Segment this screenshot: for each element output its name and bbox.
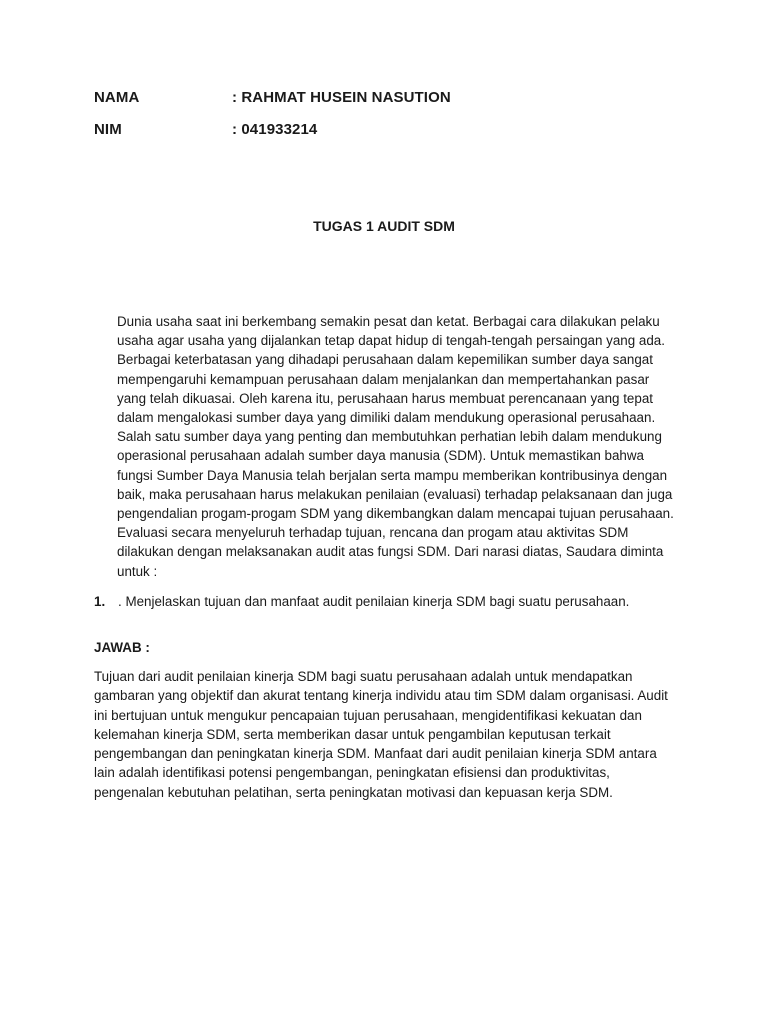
answer-paragraph: Tujuan dari audit penilaian kinerja SDM bagi suatu perusahaan adalah untuk mendapatkan gambaran yang objektif dan akurat tentang kinerja individu atau tim SDM dalam organisasi. Audit ini bertujuan untuk mengukur pencapaian tujuan perusahaan, mengidentifikasi kekuatan dan kelemahan kinerja SDM, serta memberikan dasar untuk pengambilan keputusan terkait pengembangan dan peningkatan kinerja SDM. Manfaat dari audit penilaian kinerja SDM antara lain adalah identifikasi potensi pengembangan, peningkatan efisiensi dan produktivitas, pengenalan kebutuhan pelatihan, serta peningkatan motivasi dan kepuasan kerja SDM. [94, 669, 668, 800]
name-label: NAMA [94, 89, 140, 106]
intro-paragraph: Dunia usaha saat ini berkembang semakin pesat dan ketat. Berbagai cara dilakukan pelaku usaha agar usaha yang dijalankan tetap dapat hidup di tengah-tengah persaingan yang ada. Berbagai keterbatasan yang dihadapi perusahaan dalam kepemilikan sumber daya sangat mempengaruhi kemampuan perusahaan dalam menjalankan dan mempertahankan pasar yang telah dikuasai. Oleh karena itu, perusahaan harus membuat perencanaan yang tepat dalam mengalokasi sumber daya yang dimiliki dalam mendukung operasional perusahaan. Salah satu sumber daya yang penting dan membutuhkan perhatian lebih dalam mendukung operasional perusahaan adalah sumber daya manusia (SDM). Untuk memastikan bahwa fungsi Sumber Daya Manusia telah berjalan serta mampu memberikan kontribusinya dengan baik, maka perusahaan harus melakukan penilaian (evaluasi) terhadap pelaksanaan dan juga pengendalian progam-progam SDM yang dikembangkan dalam mencapai tujuan perusahaan. Evaluasi secara menyeluruh terhadap tujuan, rencana dan progam atau aktivitas SDM dilakukan dengan melaksanakan audit atas fungsi SDM. Dari narasi diatas, Saudara diminta untuk : [117, 314, 674, 579]
answer-heading: JAWAB : [94, 640, 150, 655]
name-value: : RAHMAT HUSEIN NASUTION [232, 89, 451, 106]
question-text: . Menjelaskan tujuan dan manfaat audit penilaian kinerja SDM bagi suatu perusahaan. [118, 594, 630, 609]
student-id-label: NIM [94, 121, 122, 138]
student-id-row [94, 121, 317, 138]
student-id-value: : 041933214 [232, 121, 318, 138]
document-title: TUGAS 1 AUDIT SDM [313, 218, 455, 234]
question-item [94, 592, 629, 611]
name-row [94, 89, 451, 106]
question-number: 1. [94, 594, 106, 609]
